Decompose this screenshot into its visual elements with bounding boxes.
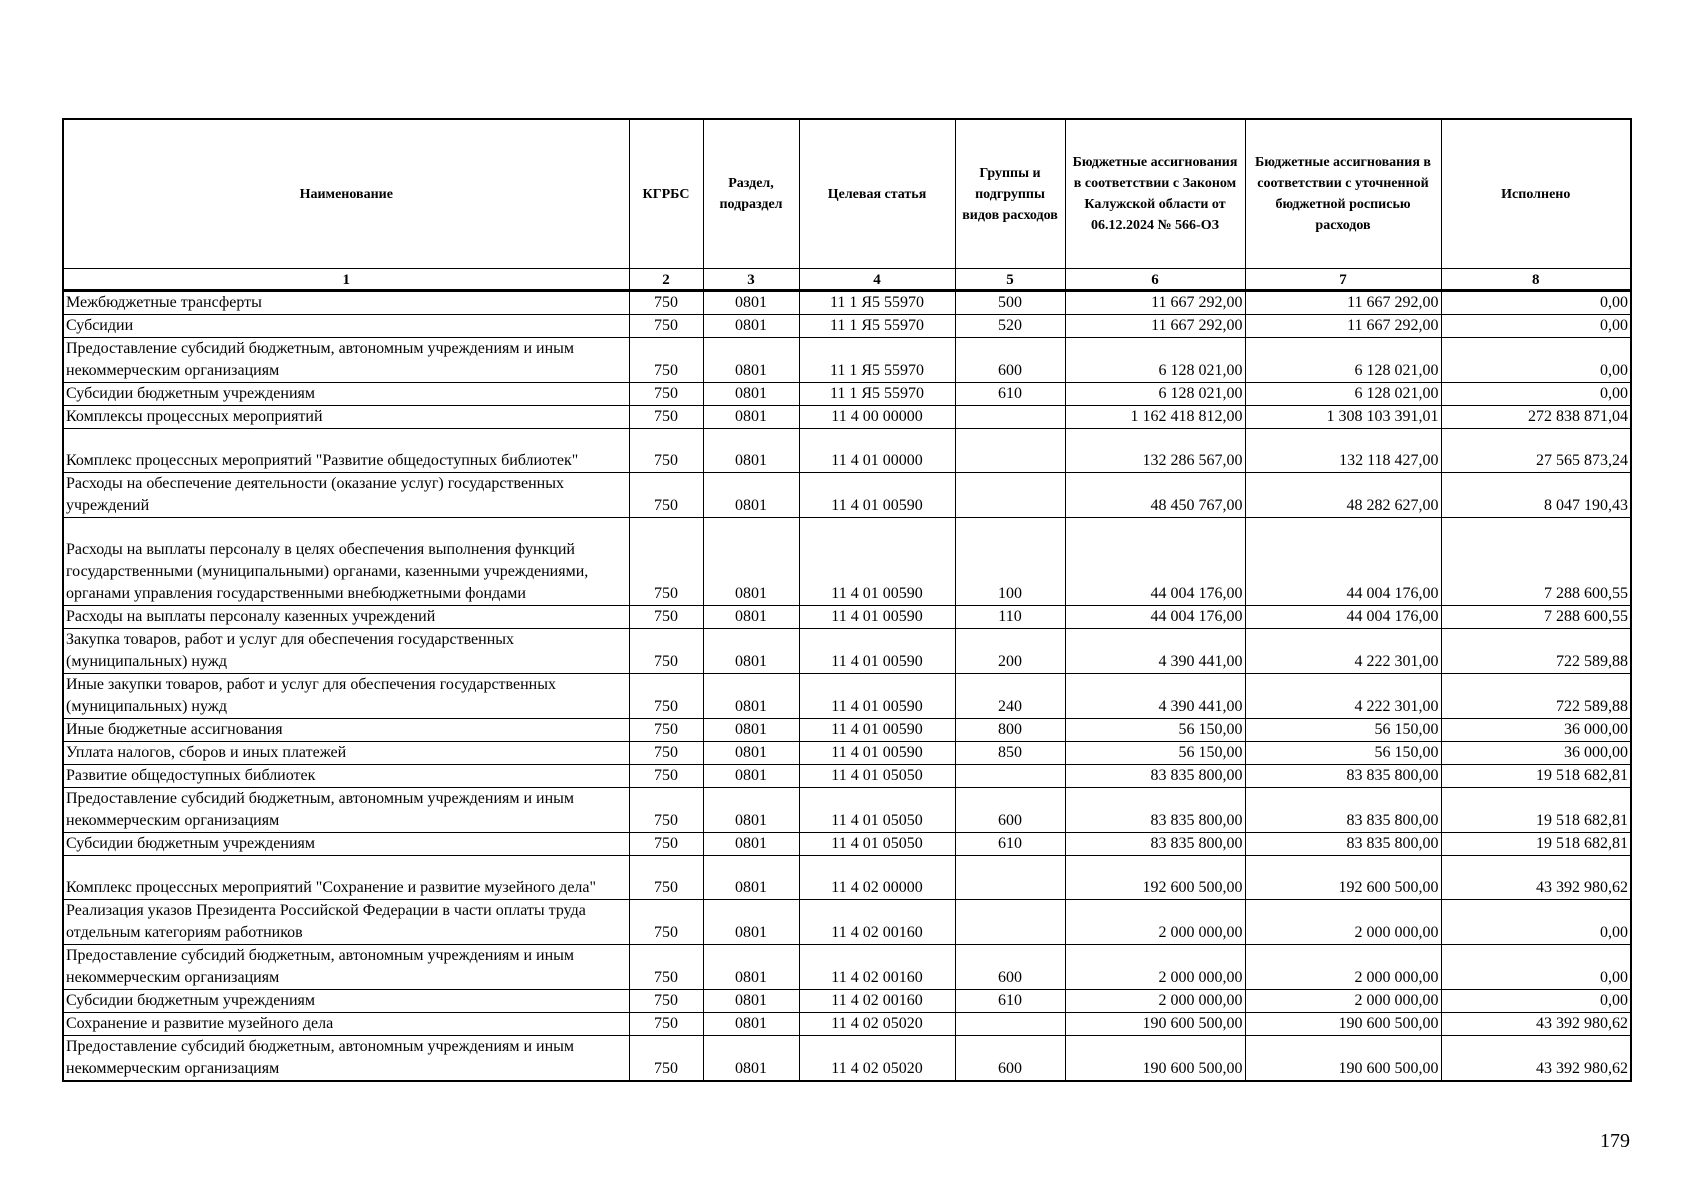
row-kgrbs: 750 (629, 765, 703, 788)
row-refined-allocation: 4 222 301,00 (1245, 674, 1441, 719)
row-section: 0801 (703, 856, 799, 900)
row-expense-group: 610 (955, 990, 1065, 1013)
row-kgrbs: 750 (629, 429, 703, 473)
row-name: Комплекс процессных мероприятий "Сохранение и развитие музейного дела" (63, 856, 629, 900)
row-target-article: 11 1 Я5 55970 (799, 338, 955, 383)
row-expense-group: 610 (955, 383, 1065, 406)
row-refined-allocation: 11 667 292,00 (1245, 291, 1441, 315)
row-target-article: 11 4 02 00160 (799, 990, 955, 1013)
row-refined-allocation: 1 308 103 391,01 (1245, 406, 1441, 429)
row-section: 0801 (703, 990, 799, 1013)
row-target-article: 11 4 01 05050 (799, 765, 955, 788)
row-law-allocation: 2 000 000,00 (1065, 990, 1245, 1013)
row-refined-allocation: 11 667 292,00 (1245, 315, 1441, 338)
header-section: Раздел, подраздел (703, 119, 799, 269)
row-refined-allocation: 44 004 176,00 (1245, 518, 1441, 606)
row-refined-allocation: 2 000 000,00 (1245, 990, 1441, 1013)
row-section: 0801 (703, 742, 799, 765)
row-name: Сохранение и развитие музейного дела (63, 1013, 629, 1036)
row-name: Иные бюджетные ассигнования (63, 719, 629, 742)
row-kgrbs: 750 (629, 383, 703, 406)
row-name: Предоставление субсидий бюджетным, автономным учреждениям и иным некоммерческим организациям (63, 945, 629, 990)
row-executed: 7 288 600,55 (1441, 606, 1631, 629)
row-expense-group (955, 765, 1065, 788)
row-target-article: 11 4 02 05020 (799, 1013, 955, 1036)
row-kgrbs: 750 (629, 629, 703, 674)
row-law-allocation: 190 600 500,00 (1065, 1013, 1245, 1036)
column-number: 2 (629, 269, 703, 291)
row-target-article: 11 4 01 05050 (799, 788, 955, 833)
row-name: Реализация указов Президента Российской Федерации в части оплаты труда отдельным категориям работников (63, 900, 629, 945)
row-expense-group: 800 (955, 719, 1065, 742)
row-target-article: 11 4 00 00000 (799, 406, 955, 429)
row-expense-group: 200 (955, 629, 1065, 674)
table-row (63, 990, 1631, 1013)
row-kgrbs: 750 (629, 315, 703, 338)
header-executed: Исполнено (1441, 119, 1631, 269)
row-section: 0801 (703, 606, 799, 629)
row-executed: 8 047 190,43 (1441, 473, 1631, 518)
row-name: Субсидии (63, 315, 629, 338)
row-refined-allocation: 190 600 500,00 (1245, 1036, 1441, 1082)
row-kgrbs: 750 (629, 674, 703, 719)
row-law-allocation: 1 162 418 812,00 (1065, 406, 1245, 429)
table-row (63, 1036, 1631, 1082)
header-row (63, 119, 1631, 269)
row-section: 0801 (703, 765, 799, 788)
row-section: 0801 (703, 315, 799, 338)
row-executed: 722 589,88 (1441, 674, 1631, 719)
row-section: 0801 (703, 429, 799, 473)
row-executed: 0,00 (1441, 990, 1631, 1013)
row-section: 0801 (703, 291, 799, 315)
row-kgrbs: 750 (629, 1036, 703, 1082)
table-row (63, 674, 1631, 719)
row-kgrbs: 750 (629, 788, 703, 833)
row-section: 0801 (703, 1036, 799, 1082)
row-target-article: 11 4 01 00590 (799, 629, 955, 674)
row-executed: 7 288 600,55 (1441, 518, 1631, 606)
row-kgrbs: 750 (629, 606, 703, 629)
table-row (63, 742, 1631, 765)
row-kgrbs: 750 (629, 719, 703, 742)
row-law-allocation: 11 667 292,00 (1065, 291, 1245, 315)
row-kgrbs: 750 (629, 990, 703, 1013)
header-name: Наименование (63, 119, 629, 269)
column-number: 7 (1245, 269, 1441, 291)
row-kgrbs: 750 (629, 1013, 703, 1036)
row-refined-allocation: 2 000 000,00 (1245, 900, 1441, 945)
row-executed: 36 000,00 (1441, 742, 1631, 765)
table-row (63, 1013, 1631, 1036)
row-law-allocation: 48 450 767,00 (1065, 473, 1245, 518)
row-kgrbs: 750 (629, 856, 703, 900)
row-executed: 0,00 (1441, 291, 1631, 315)
row-section: 0801 (703, 788, 799, 833)
row-executed: 0,00 (1441, 945, 1631, 990)
row-target-article: 11 4 01 00590 (799, 719, 955, 742)
table-body (63, 291, 1631, 1082)
row-law-allocation: 4 390 441,00 (1065, 674, 1245, 719)
row-name: Расходы на выплаты персоналу в целях обеспечения выполнения функций государственными (муниципальными) органами, казенными учреждениями, органами управления государственными внебюджетными фондами (63, 518, 629, 606)
row-executed: 722 589,88 (1441, 629, 1631, 674)
row-target-article: 11 4 01 00590 (799, 473, 955, 518)
row-executed: 272 838 871,04 (1441, 406, 1631, 429)
row-kgrbs: 750 (629, 900, 703, 945)
row-kgrbs: 750 (629, 291, 703, 315)
row-target-article: 11 1 Я5 55970 (799, 315, 955, 338)
row-expense-group: 600 (955, 788, 1065, 833)
row-refined-allocation: 44 004 176,00 (1245, 606, 1441, 629)
row-law-allocation: 83 835 800,00 (1065, 833, 1245, 856)
row-target-article: 11 4 01 00000 (799, 429, 955, 473)
row-name: Закупка товаров, работ и услуг для обеспечения государственных (муниципальных) нужд (63, 629, 629, 674)
row-refined-allocation: 4 222 301,00 (1245, 629, 1441, 674)
row-name: Предоставление субсидий бюджетным, автономным учреждениям и иным некоммерческим организациям (63, 338, 629, 383)
row-executed: 43 392 980,62 (1441, 1036, 1631, 1082)
row-target-article: 11 4 02 00160 (799, 945, 955, 990)
row-name: Комплексы процессных мероприятий (63, 406, 629, 429)
row-refined-allocation: 83 835 800,00 (1245, 833, 1441, 856)
row-executed: 0,00 (1441, 383, 1631, 406)
row-refined-allocation: 83 835 800,00 (1245, 788, 1441, 833)
table-row (63, 719, 1631, 742)
row-name: Комплекс процессных мероприятий "Развитие общедоступных библиотек" (63, 429, 629, 473)
row-expense-group (955, 429, 1065, 473)
row-law-allocation: 2 000 000,00 (1065, 900, 1245, 945)
row-law-allocation: 11 667 292,00 (1065, 315, 1245, 338)
row-name: Межбюджетные трансферты (63, 291, 629, 315)
row-kgrbs: 750 (629, 406, 703, 429)
row-target-article: 11 4 02 00160 (799, 900, 955, 945)
table-row (63, 518, 1631, 606)
row-section: 0801 (703, 338, 799, 383)
header-target-article: Целевая статья (799, 119, 955, 269)
row-executed: 0,00 (1441, 900, 1631, 945)
row-refined-allocation: 56 150,00 (1245, 742, 1441, 765)
row-law-allocation: 44 004 176,00 (1065, 518, 1245, 606)
table-row (63, 429, 1631, 473)
table-row (63, 406, 1631, 429)
row-name: Развитие общедоступных библиотек (63, 765, 629, 788)
row-expense-group (955, 1013, 1065, 1036)
row-section: 0801 (703, 383, 799, 406)
row-refined-allocation: 2 000 000,00 (1245, 945, 1441, 990)
row-section: 0801 (703, 406, 799, 429)
row-law-allocation: 192 600 500,00 (1065, 856, 1245, 900)
row-law-allocation: 6 128 021,00 (1065, 338, 1245, 383)
budget-table (62, 118, 1632, 1082)
row-refined-allocation: 83 835 800,00 (1245, 765, 1441, 788)
row-name: Субсидии бюджетным учреждениям (63, 833, 629, 856)
row-name: Предоставление субсидий бюджетным, автономным учреждениям и иным некоммерческим организациям (63, 1036, 629, 1082)
row-kgrbs: 750 (629, 473, 703, 518)
column-number: 6 (1065, 269, 1245, 291)
column-number: 5 (955, 269, 1065, 291)
row-executed: 43 392 980,62 (1441, 1013, 1631, 1036)
row-name: Субсидии бюджетным учреждениям (63, 990, 629, 1013)
row-kgrbs: 750 (629, 338, 703, 383)
row-name: Субсидии бюджетным учреждениям (63, 383, 629, 406)
table-row (63, 765, 1631, 788)
row-law-allocation: 56 150,00 (1065, 719, 1245, 742)
row-section: 0801 (703, 900, 799, 945)
row-name: Иные закупки товаров, работ и услуг для обеспечения государственных (муниципальных) нужд (63, 674, 629, 719)
row-expense-group: 600 (955, 945, 1065, 990)
row-section: 0801 (703, 719, 799, 742)
row-target-article: 11 1 Я5 55970 (799, 383, 955, 406)
row-target-article: 11 4 02 05020 (799, 1036, 955, 1082)
row-target-article: 11 4 01 00590 (799, 518, 955, 606)
row-executed: 19 518 682,81 (1441, 788, 1631, 833)
row-refined-allocation: 6 128 021,00 (1245, 338, 1441, 383)
row-section: 0801 (703, 945, 799, 990)
row-expense-group: 600 (955, 1036, 1065, 1082)
row-target-article: 11 4 02 00000 (799, 856, 955, 900)
row-expense-group: 850 (955, 742, 1065, 765)
table-row (63, 291, 1631, 315)
row-section: 0801 (703, 1013, 799, 1036)
table-row (63, 945, 1631, 990)
column-number: 8 (1441, 269, 1631, 291)
row-law-allocation: 4 390 441,00 (1065, 629, 1245, 674)
column-number-row (63, 269, 1631, 291)
header-expense-groups: Группы и подгруппы видов расходов (955, 119, 1065, 269)
row-target-article: 11 1 Я5 55970 (799, 291, 955, 315)
row-law-allocation: 190 600 500,00 (1065, 1036, 1245, 1082)
row-law-allocation: 132 286 567,00 (1065, 429, 1245, 473)
table-row (63, 788, 1631, 833)
row-expense-group (955, 900, 1065, 945)
row-expense-group (955, 473, 1065, 518)
table-row (63, 606, 1631, 629)
column-number: 3 (703, 269, 799, 291)
row-kgrbs: 750 (629, 945, 703, 990)
table-row (63, 473, 1631, 518)
table-row (63, 833, 1631, 856)
row-section: 0801 (703, 473, 799, 518)
row-kgrbs: 750 (629, 518, 703, 606)
row-name: Уплата налогов, сборов и иных платежей (63, 742, 629, 765)
row-section: 0801 (703, 833, 799, 856)
row-target-article: 11 4 01 00590 (799, 674, 955, 719)
row-law-allocation: 83 835 800,00 (1065, 765, 1245, 788)
row-refined-allocation: 132 118 427,00 (1245, 429, 1441, 473)
row-refined-allocation: 6 128 021,00 (1245, 383, 1441, 406)
row-expense-group: 100 (955, 518, 1065, 606)
row-refined-allocation: 48 282 627,00 (1245, 473, 1441, 518)
row-refined-allocation: 190 600 500,00 (1245, 1013, 1441, 1036)
row-section: 0801 (703, 629, 799, 674)
row-refined-allocation: 192 600 500,00 (1245, 856, 1441, 900)
row-executed: 27 565 873,24 (1441, 429, 1631, 473)
row-executed: 43 392 980,62 (1441, 856, 1631, 900)
table-row (63, 315, 1631, 338)
row-kgrbs: 750 (629, 833, 703, 856)
row-expense-group: 240 (955, 674, 1065, 719)
row-expense-group: 520 (955, 315, 1065, 338)
row-expense-group (955, 406, 1065, 429)
row-expense-group: 600 (955, 338, 1065, 383)
row-executed: 36 000,00 (1441, 719, 1631, 742)
row-executed: 0,00 (1441, 338, 1631, 383)
row-kgrbs: 750 (629, 742, 703, 765)
row-law-allocation: 2 000 000,00 (1065, 945, 1245, 990)
header-law-allocations: Бюджетные ассигнования в соответствии с Законом Калужской области от 06.12.2024 № 566-ОЗ (1065, 119, 1245, 269)
row-expense-group (955, 856, 1065, 900)
table-row (63, 338, 1631, 383)
row-section: 0801 (703, 674, 799, 719)
table-row (63, 383, 1631, 406)
row-executed: 0,00 (1441, 315, 1631, 338)
row-name: Расходы на выплаты персоналу казенных учреждений (63, 606, 629, 629)
row-expense-group: 610 (955, 833, 1065, 856)
column-number: 1 (63, 269, 629, 291)
row-target-article: 11 4 01 05050 (799, 833, 955, 856)
table-row (63, 900, 1631, 945)
row-target-article: 11 4 01 00590 (799, 742, 955, 765)
header-kgrbs: КГРБС (629, 119, 703, 269)
table-row (63, 629, 1631, 674)
row-executed: 19 518 682,81 (1441, 833, 1631, 856)
row-target-article: 11 4 01 00590 (799, 606, 955, 629)
row-expense-group: 110 (955, 606, 1065, 629)
row-name: Расходы на обеспечение деятельности (оказание услуг) государственных учреждений (63, 473, 629, 518)
row-expense-group: 500 (955, 291, 1065, 315)
header-refined-allocations: Бюджетные ассигнования в соответствии с уточненной бюджетной росписью расходов (1245, 119, 1441, 269)
table-row (63, 856, 1631, 900)
page-number: 179 (1600, 1130, 1630, 1152)
row-executed: 19 518 682,81 (1441, 765, 1631, 788)
row-law-allocation: 6 128 021,00 (1065, 383, 1245, 406)
row-law-allocation: 44 004 176,00 (1065, 606, 1245, 629)
row-law-allocation: 83 835 800,00 (1065, 788, 1245, 833)
row-name: Предоставление субсидий бюджетным, автономным учреждениям и иным некоммерческим организациям (63, 788, 629, 833)
row-refined-allocation: 56 150,00 (1245, 719, 1441, 742)
row-section: 0801 (703, 518, 799, 606)
column-number: 4 (799, 269, 955, 291)
row-law-allocation: 56 150,00 (1065, 742, 1245, 765)
